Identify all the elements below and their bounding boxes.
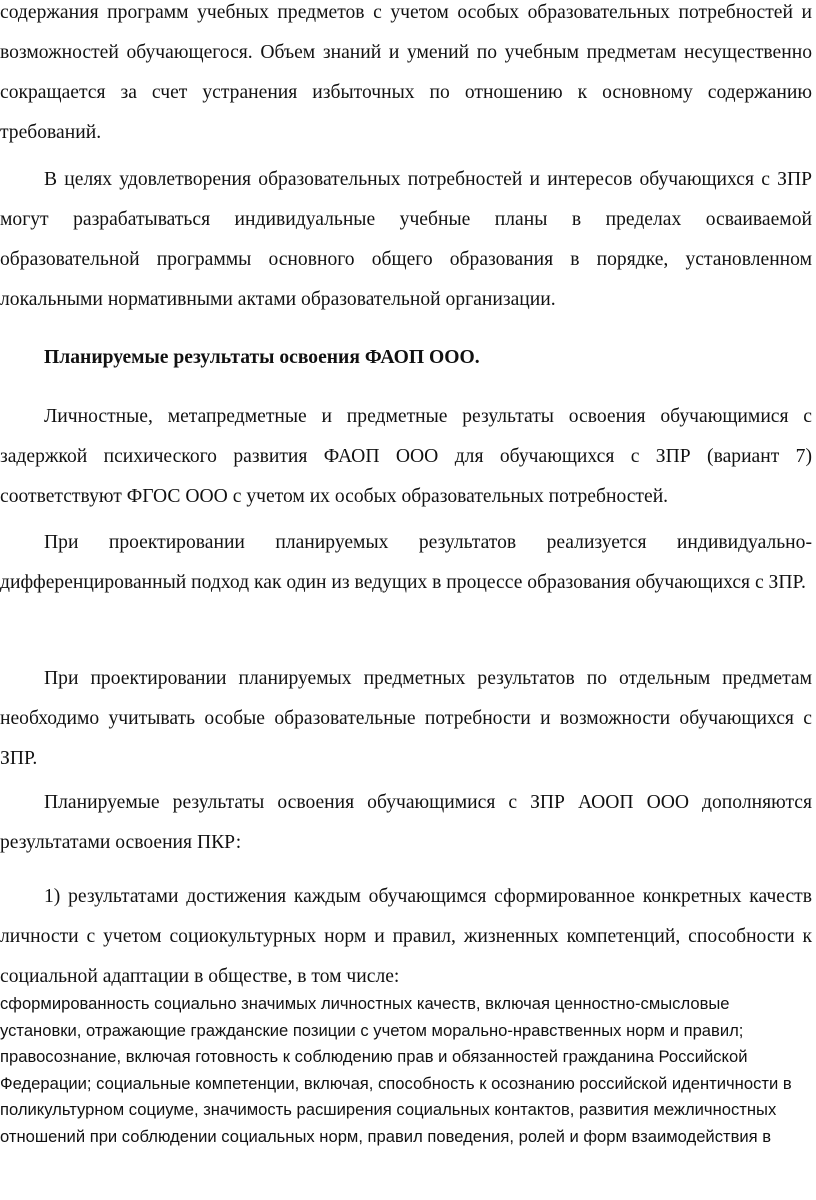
paragraph-social-competences: сформированность социально значимых личностных качеств, включая ценностно-смысловые установки, отражающие гражданские позиции с учетом морально-нравственных норм и правил; правосознание, включая готовность к соблюдению прав и обязанностей гражданина Российской Федерации; социальные компетенции, включая, способность к осознанию российской идентичности в поликультурном социуме, значимость расширения социальных контактов, развития межличностных отношений при соблюдении социальных норм, правил поведения, ролей и форм взаимодействия в (0, 994, 792, 1146)
paragraph-individual-plans: В целях удовлетворения образовательных потребностей и интересов обучающихся с ЗПР могут разрабатываться индивидуальные учебные планы в пределах осваиваемой образовательной программы основного общего образования в порядке, установленном локальными нормативными актами образовательной организации. (0, 169, 812, 310)
paragraph-personal-qualities: 1) результатами достижения каждым обучающимся сформированное конкретных качеств личности с учетом социокультурных норм и правил, жизненных компетенций, способности к социальной адаптации в обществе, в том числе: (0, 886, 812, 987)
section-heading-planned-results: Планируемые результаты освоения ФАОП ООО. (44, 347, 480, 368)
paragraph-pkr-results: Планируемые результаты освоения обучающимися с ЗПР АООП ООО дополняются результатами освоения ПКР: (0, 792, 812, 853)
paragraph-subject-results: При проектировании планируемых предметных результатов по отдельным предметам необходимо учитывать особые образовательные потребности и возможности обучающихся с ЗПР. (0, 668, 812, 769)
paragraph-differentiated-approach: При проектировании планируемых результатов реализуется индивидуально-дифференцированный подход как один из ведущих в процессе образования обучающихся с ЗПР. (0, 532, 812, 593)
paragraph-curriculum-content: содержания программ учебных предметов с учетом особых образовательных потребностей и возможностей обучающегося. Объем знаний и умений по учебным предметам несущественно сокращается за счет устранения избыточных по отношению к основному содержанию требований. (0, 2, 812, 143)
paragraph-results-fgos: Личностные, метапредметные и предметные результаты освоения обучающимися с задержкой психического развития ФАОП ООО для обучающихся с ЗПР (вариант 7) соответствуют ФГОС ООО с учетом их особых образовательных потребностей. (0, 406, 812, 507)
